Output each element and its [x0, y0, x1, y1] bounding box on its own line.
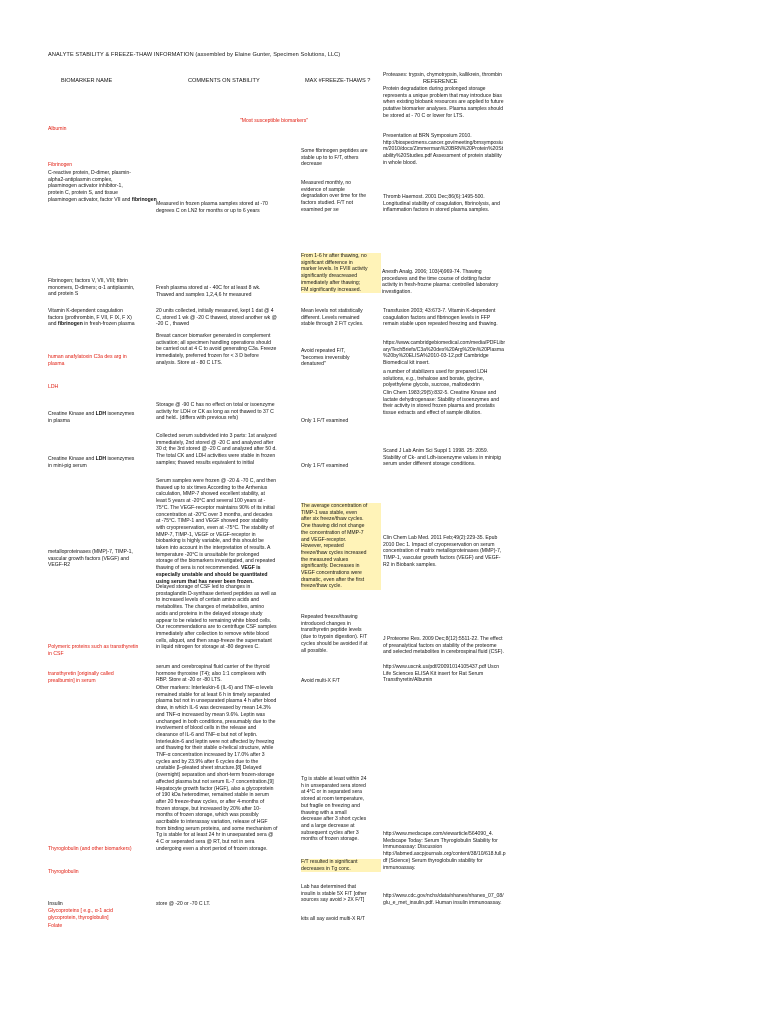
- insulin-ft: Lab has determined that insulin is stable 5X F/T [other sources say avoid > 2X F/T]: [301, 884, 367, 904]
- ck-ft: Only 1 F/T examined: [301, 418, 349, 424]
- tg-ft-highlight: F/T resulted in significant decreases in Tg conc.: [301, 859, 381, 872]
- csf-ft: Repeated freeze/thawing introduced changes in transthyretin peptide levels (due to trypsin digestion). F/T cycles should be avoided if at all possible.: [301, 614, 368, 654]
- tg-ref: http://www.medscape.com/viewarticle/564090_4. Medscape Today: Serum Thyroglobulin Stability for Immunoassay: Discussion http://labmed.ascpjournals.org/content/38/10/618.full.p df (Science) Serum thyroglobulin stability for immunoassay.: [383, 831, 506, 871]
- biomarker-mmp: metalloproteinases (MMP)-7, TIMP-1, vascular growth factors (VEGF) and VEGF-R2: [48, 549, 133, 569]
- biomarker-ck-plasma: Creatine Kinase and LDH isoenzymes in plasma: [48, 411, 135, 424]
- c3a-ref: https://www.cambridgebiomedical.com/media/PDFLibr ary/TechBriefs/C3a%20des%20Arg%20in%20Plasma %20by%20ELISA%2010-03-12.pdf Cambridge Biomedical kit insert.: [383, 340, 506, 367]
- transthyretin-ft: Avoid multi-X F/T: [301, 678, 340, 684]
- csf-ref: J Proteome Res. 2009 Dec;8(12):5511-22. The effect of preanalytical factors on stability of the proteome and selected metabolites in cerebrospinal fluid (CSF).: [383, 636, 504, 656]
- biomarker-vitamin-k: Vitamin K-dependent coagulation factors (prothrombin, F VII, F IX, F X) and fibrinogen in fresh-frozen plasma: [48, 308, 135, 328]
- csf-comment: Delayed storage of CSF led to changes in prostaglandin D-synthase derived peptides as well as to increased levels of certain amino acids and metabolites. The changes of metabolites, amino acids and proteins in the delayed storage study appear to be related to remaining white blood cells. Our recommendations are to centrifuge CSF samples immediately after collection to remove white blood cells, aliquot, and then snap-freeze the supernatant in liquid nitrogen for storage at -80 degrees C.: [156, 584, 277, 651]
- ck-minipig-ref: Scand J Lab Anim Sci Suppl 1 1998. 25: 2059. Stability of Ck- and Ldh-isoenzyme values in minipig serum under different storage conditions.: [383, 448, 501, 468]
- c3a-comment: Breast cancer biomarker generated in complement activation; all specimen handling operations should be carried out at 4 C to avoid generating C3a. Freeze immediately, preferred frozen for < 3 D before analysis. Store at - 80 C LTS.: [156, 333, 277, 366]
- transthyretin-ref: http://www.uscnk.us/pdf/20091014105437.pdf Uscn Life Sciences ELISA Kit insert for Rat Serum Transthyretin/Albumin: [383, 664, 500, 684]
- biomarker-transthyretin-csf: Polymeric proteins such as transthyretin in CSF: [48, 644, 139, 657]
- insulin-comment: store @ -20 or -70 C LT.: [156, 901, 211, 907]
- vitamin-k-comment: 20 units collected, initially measured, kept 1 dat @ 4 C, stored 1 wk @ -20 C thawed, stored another wk @ -20 C , thawed: [156, 308, 277, 328]
- ck-minipig-comment: Collected serum subdivided into 3 parts: 1st analyzed immediately, 2nd stored @ -20 C and analyzed after 30 d; the 3rd stored @ -20 C and analyzed after 50 d. The total CK and LDH activities were stable in frozen samples; thawed results equivalent to initial: [156, 433, 277, 466]
- glycoproteins-ft: kits all say avoid multi-X R/T: [301, 916, 365, 922]
- ck-minipig-ft: Only 1 F/T examined: [301, 463, 349, 469]
- crp-comment: Measured in frozen plasma samples stored at -70 degrees C on LN2 for months or up to 6 years: [156, 201, 268, 214]
- biomarker-ldh: LDH: [48, 384, 59, 390]
- insulin-ref: http://www.cdc.gov/nchs/data/nhanes/nhanes_07_08/ glu_e_met_insulin.pdf. Human insulin immunoassay.: [383, 893, 504, 906]
- biomarker-glycoproteins: Glycoproteins [ e.g., α-1 acid glycoprotein, thyroglobulin]: [48, 908, 113, 921]
- biomarker-c3a: human anafylatoxin C3a des arg in plasma: [48, 354, 127, 367]
- fibrinogen-ft: Some fibrinogen peptides are stable up to to F/T, others decrease: [301, 148, 368, 168]
- biomarker-ck-minipig: Creatine Kinase and LDH isoenzymes in mini-pig serum: [48, 456, 135, 469]
- vitamin-k-ft: Mean levels not statistically different. Levels remained stable through 2 F/T cycles.: [301, 308, 364, 328]
- c3a-ft: Avoid repeated F/T, "becomes irreversibly denatured": [301, 348, 350, 368]
- biomarker-folate: Folate: [48, 923, 63, 929]
- vitamin-k-ref: Transfusion 2003; 43:673-7. Vitamin K-dependent coagulation factors and fibrinogen levels in FFP remain stable upon repeated freezing and thawing.: [383, 308, 498, 328]
- factors-ref: Anesth Analg. 2006; 103(4)969-74. Thawing procedures and the time course of clotting factor activity in fresh-frozne plasma: controlled laboratory investigation.: [382, 269, 499, 296]
- biomarker-factors: Fibrinogen; factors V, VII, VIII; fibrin monomers, D-dimers; α-1 antiplasmin, and protein S: [48, 278, 135, 298]
- biomarker-thyroglobulin-other: Thyroglobulin (and other biomarkers): [48, 846, 132, 852]
- header-biomarker: BIOMARKER NAME: [61, 78, 113, 84]
- transthyretin-comment: serum and cerebrospinal fluid carrier of the thyroid hormone thyroxine (T4); also 1:1 complexes with RBP. Store at -20 or -80 LTS.: [156, 664, 270, 684]
- tg-ft: Tg is stable at least within 24 h in unseparated sera stored at 4°C or in separated sera stored at room temperature, but fragile on freezing and thawing with a small decrease after 3 short cycles and a large decrease at subsequent cycles after 3 months of frozen storage.: [301, 776, 367, 843]
- ldh-stabilizers-ref: a number of stabilizers used for prepared LDH solutions, e.g., trehalose and borate, glycine, polyethylene glycols, sucrose, maltodextrin: [383, 369, 488, 389]
- ref-protein-degradation: Protein degradation during prolonged storage represents a unique problem that may introduce bias when existing biobank resources are applied to future putative biomarker analyses. Plasma samples should be stored at - 70 C or lower for LTS.: [383, 86, 504, 119]
- header-max-freeze-thaws: MAX #FREEZE-THAWS ?: [305, 78, 371, 84]
- ck-comment: Storage @ -90 C has no effect on total or isoenzyme activity for LDH or CK as long as not thawed to 37 C and held.. (differs with previous refs): [156, 402, 275, 422]
- biomarker-insulin: Insulin: [48, 901, 63, 907]
- biomarker-albumin: Albumin: [48, 126, 67, 132]
- mmp-ref: Clin Chem Lab Med. 2011 Feb;49(2):229-35. Epub 2010 Dec 1. Impact of cryopreservation on serum concentration of matrix metalloproteinases (MMP)-7, TIMP-1, vascular growth factors (VEGF) and VEGF- R2 in Biobank samples.: [383, 535, 502, 568]
- ck-ref: Clin Chem 1983;29(5):832-5. Creatine Kinase and lactate dehydrogenase: Stability of isoenzymes and their activity in stored frozen plasma and prostatis tissue extracts and effect of sample dilution.: [383, 390, 500, 417]
- mmp-ft: The average concentration of TIMP-1 was stable, even after six freeze/thaw cycles. One thawing did not change the concentration of MMP-7 and VEGF-receptor. However, repeated freeze/thaw cycles increased the measured values significantly. Decreases in VEGF concentrations were dramatic, even after the first freeze/thaw cycle.: [301, 503, 381, 590]
- biomarker-crp-group: C-reactive protein, D-dimer, plasmin- alpha2-antiplasmin complex, plasminogen activator inhibitor-1, protein C, protein S, and tissue plasminogen activator, factor VII and fibrinogen: [48, 170, 157, 203]
- header-reference: REFERENCE: [423, 79, 458, 85]
- biomarker-transthyretin-serum: transthyretin [originally called prealbumin] in serum: [48, 671, 114, 684]
- biomarker-fibrinogen: Fibrinogen: [48, 162, 73, 168]
- header-comments: COMMENTS ON STABILITY: [188, 78, 260, 84]
- document-title: ANALYTE STABILITY & FREEZE-THAW INFORMATION (assembled by Elaine Gunter, Specimen Solutions, LLC): [48, 52, 341, 58]
- crp-ref: Thromb Haemost. 2001 Dec;86(6):1495-500. Longitudinal stability of coagulation, fibrinolysis, and inflammation factors in stored plasma samples.: [383, 194, 500, 214]
- crp-ft: Measured monthly, no evidence of sample degradation over time for the factors studied. F/T not examined per se: [301, 180, 367, 213]
- factors-comment: Fresh plasma stored at - 40C for at least 8 wk. Thawed and samples 1,2,4,6 hr measured: [156, 285, 261, 298]
- biomarker-thyroglobulin: Thyroglobulin: [48, 869, 79, 875]
- factors-ft: From 1-6 hr after thawing, no significant difference in marker levels. In FVIII activity significantly dreacreased immediately after thawing; FM significantly increased.: [301, 253, 381, 293]
- albumin-comment: "Most susceptible biomarkers": [240, 118, 309, 124]
- proteases-note: Proteases: trypsin, chymotrypsin, kallikrein, thrombin: [383, 72, 502, 78]
- ref-brn-symposium: Presentation at BRN Symposium 2010. http://biospecimens.cancer.gov/meeting/brnsymposiu m/2010/docs/Zimmerman%20BRN%20Protein%20St ability%20Studies.pdf Assessment of protein stability in whole blood.: [383, 133, 504, 166]
- il6-tg-comment: Other markers: Interleukin-6 (IL-6) and TNF-α levels remained stable for at least 6 h in timely separated plasma but not in unseparated plasma 4 h after blood draw, in which IL-6 was decreased by mean 14.3% and TNF-α increased by mean 9.6%. Leptin was unchanged in both conditions, presumably due to the involvement of blood cells in the release and clearance of IL-6 and TNF-α but not of leptin. Interleukin-6 and leptin were not affected by freezing and thawing for their stable α-helical structure, while TNF-α concentration increased by 17.0% after 3 cycles and by 23.9% after 6 cycles due to the unstable β–pleated sheet structure.[8] Delayed (overnight) separation and short-term frozen-storage affected plasma but not serum IL-7 concentration.[9] Hepatocyte growth factor (HGF), also a glycoprotein of 190 kDa heterodimer, remained stable in serum after 20 freeze-thaw cycles, or after 4-months of frozen storage, but increased by 20% after 10- months of frozen storage, which was possibly ascribable to interassay variation, release of HGF from binding serum proteins, and some mechanism of Tg is stable for at least 24 hr in unseparated sera @ 4 C or seperated sera @ RT, but not in sera undergoing even a short period of frozen storage.: [156, 685, 278, 852]
- mmp-comment: Serum samples were frozen @ -20 & -70 C, and then thawed up to six times According to the Arrhenius calculation, MMP-7 showed excellent stability, at least 5 years at -20°C and several 100 years at - 75°C. The VEGF-receptor maintains 90% of its initial concentration at -20°C over 3 months, and decades at -75°C. TIMP-1 and VEGF showed poor stability with cryopreservation, even at -75°C. The stability of MMP-7, TIMP-1, VEGF or VEGF-receptor in biobanking is highly variable, and this should be taken into account in the interpretation of results. A temperature -20°C is unsuitable for prolonged storage of the biomarkers investigated, and repeated thawing of sera is not recommended. VEGF is especially unstable and should be quantitated using serum that has never been frozen.: [156, 478, 277, 585]
